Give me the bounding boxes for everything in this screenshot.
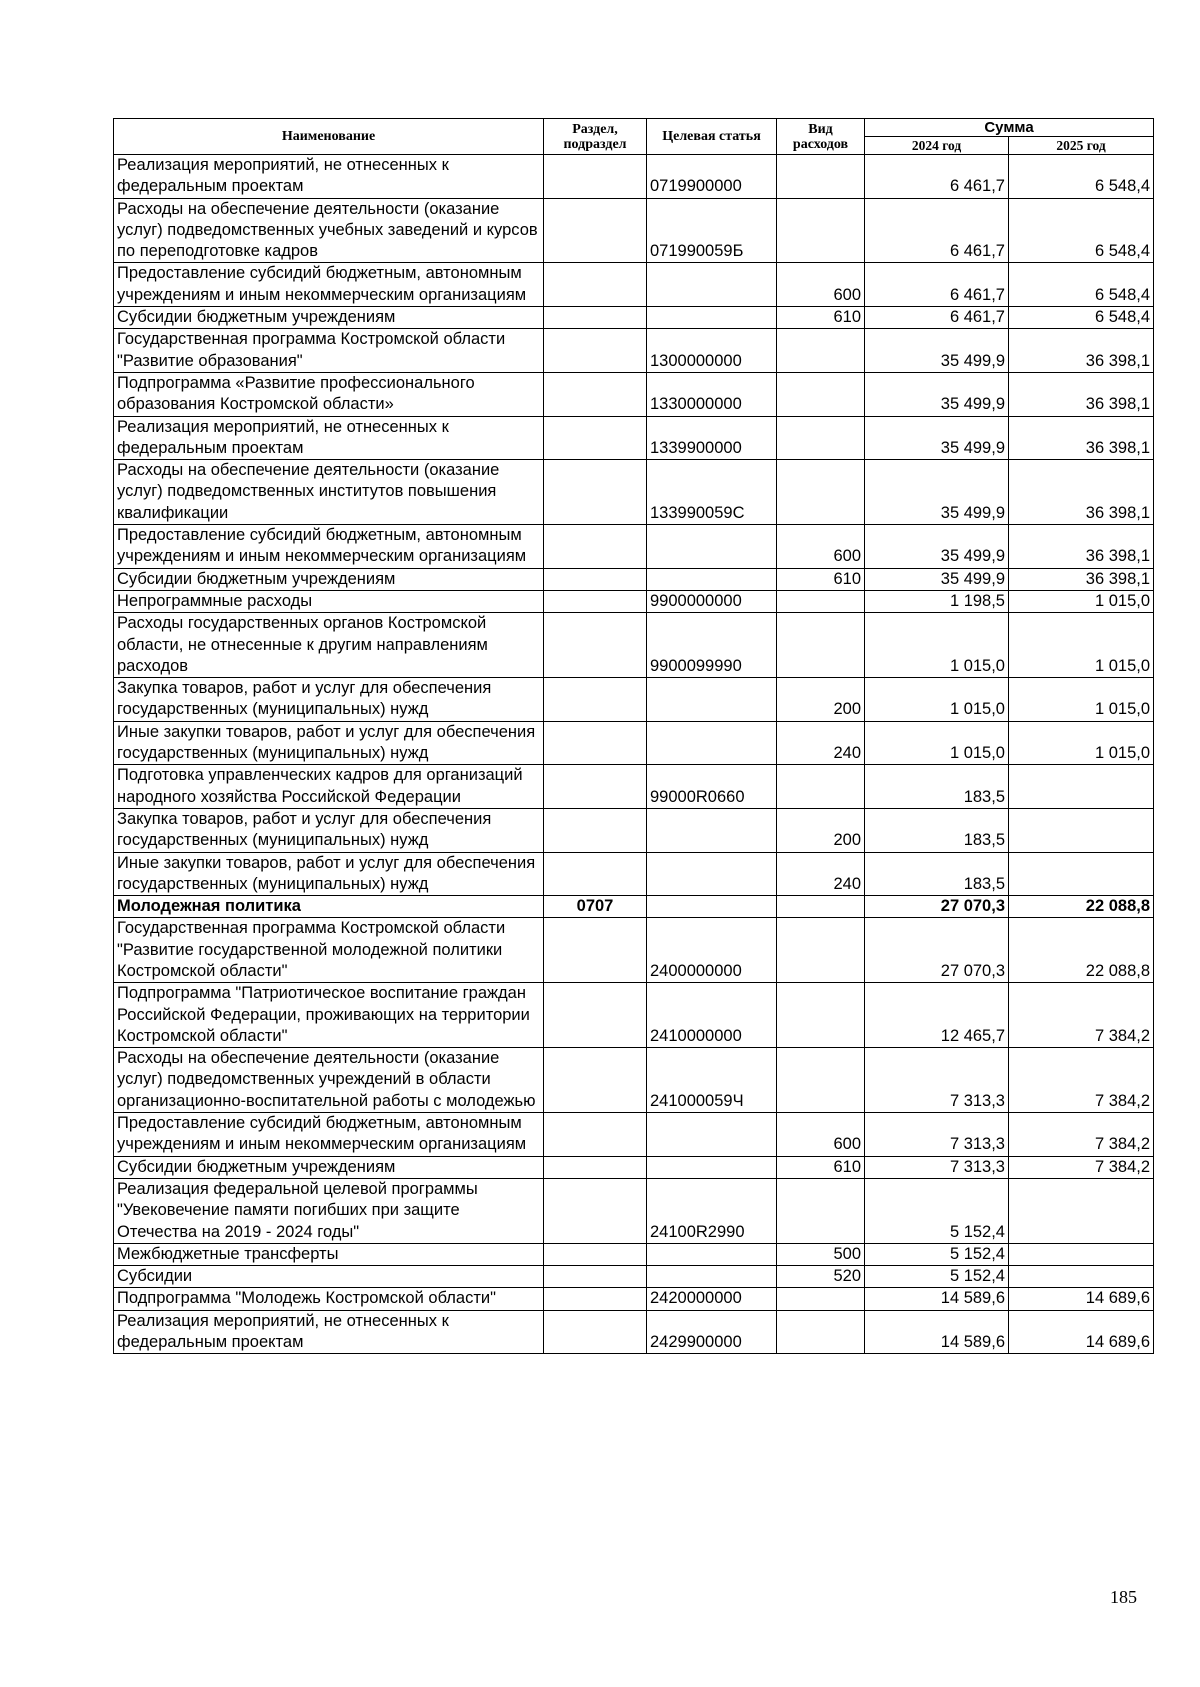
row-kind: 520 (777, 1266, 865, 1288)
row-name: Субсидии бюджетным учреждениям (114, 307, 544, 329)
table-row (114, 1113, 1154, 1157)
row-sum-2024: 6 461,7 (865, 307, 1009, 329)
row-name: Межбюджетные трансферты (114, 1243, 544, 1265)
row-target: 24100R2990 (647, 1178, 777, 1243)
row-target (647, 721, 777, 765)
row-section (544, 590, 647, 612)
table-row (114, 155, 1154, 199)
row-target (647, 1113, 777, 1157)
row-name: Предоставление субсидий бюджетным, автономным учреждениям и иным некоммерческим организациям (114, 263, 544, 307)
table-row (114, 329, 1154, 373)
row-sum-2025 (1009, 1178, 1154, 1243)
row-target (647, 1266, 777, 1288)
row-sum-2024: 7 313,3 (865, 1048, 1009, 1113)
row-sum-2024: 183,5 (865, 765, 1009, 809)
row-sum-2025: 7 384,2 (1009, 1156, 1154, 1178)
table-row (114, 263, 1154, 307)
row-section (544, 678, 647, 722)
table-row (114, 198, 1154, 263)
row-section (544, 372, 647, 416)
row-target (647, 307, 777, 329)
row-name: Реализация мероприятий, не отнесенных к федеральным проектам (114, 416, 544, 460)
row-kind: 610 (777, 1156, 865, 1178)
row-target: 9900099990 (647, 613, 777, 678)
row-section (544, 1310, 647, 1354)
row-kind (777, 198, 865, 263)
row-target (647, 263, 777, 307)
row-sum-2024: 7 313,3 (865, 1113, 1009, 1157)
row-target: 133990059С (647, 460, 777, 525)
row-kind (777, 765, 865, 809)
row-section (544, 983, 647, 1048)
row-name: Предоставление субсидий бюджетным, автономным учреждениям и иным некоммерческим организациям (114, 1113, 544, 1157)
row-kind (777, 1288, 865, 1310)
row-sum-2025: 1 015,0 (1009, 590, 1154, 612)
row-sum-2025: 36 398,1 (1009, 568, 1154, 590)
header-sum: Сумма (865, 119, 1154, 137)
row-kind (777, 329, 865, 373)
row-name: Государственная программа Костромской области "Развитие образования" (114, 329, 544, 373)
row-sum-2025: 6 548,4 (1009, 263, 1154, 307)
row-sum-2025: 7 384,2 (1009, 983, 1154, 1048)
row-section (544, 918, 647, 983)
row-name: Реализация мероприятий, не отнесенных к федеральным проектам (114, 155, 544, 199)
row-sum-2024: 27 070,3 (865, 918, 1009, 983)
row-sum-2025 (1009, 808, 1154, 852)
row-name: Расходы на обеспечение деятельности (оказание услуг) подведомственных институтов повышения квалификации (114, 460, 544, 525)
budget-table (113, 118, 1154, 1354)
row-sum-2024: 35 499,9 (865, 460, 1009, 525)
row-kind (777, 613, 865, 678)
row-sum-2025: 7 384,2 (1009, 1113, 1154, 1157)
row-sum-2025: 36 398,1 (1009, 372, 1154, 416)
table-row (114, 1178, 1154, 1243)
row-target (647, 525, 777, 569)
row-target (647, 808, 777, 852)
row-target: 1330000000 (647, 372, 777, 416)
row-section (544, 808, 647, 852)
row-section (544, 329, 647, 373)
row-target: 071990059Б (647, 198, 777, 263)
row-sum-2024: 14 589,6 (865, 1288, 1009, 1310)
row-section (544, 416, 647, 460)
row-name: Подпрограмма «Развитие профессионального образования Костромской области» (114, 372, 544, 416)
row-kind (777, 372, 865, 416)
row-sum-2025: 36 398,1 (1009, 329, 1154, 373)
row-section (544, 1243, 647, 1265)
table-row (114, 460, 1154, 525)
table-row (114, 1048, 1154, 1113)
row-section (544, 765, 647, 809)
header-section: Раздел, подраздел (544, 119, 647, 155)
row-sum-2024: 5 152,4 (865, 1243, 1009, 1265)
row-name: Расходы на обеспечение деятельности (оказание услуг) подведомственных учреждений в области организационно-воспитательной работы с молодежью (114, 1048, 544, 1113)
row-kind: 240 (777, 852, 865, 896)
row-target (647, 678, 777, 722)
row-kind: 200 (777, 808, 865, 852)
row-name: Субсидии (114, 1266, 544, 1288)
table-header (114, 119, 1154, 155)
row-kind: 610 (777, 307, 865, 329)
row-sum-2025 (1009, 1243, 1154, 1265)
row-target (647, 1156, 777, 1178)
row-sum-2025 (1009, 852, 1154, 896)
table-row (114, 678, 1154, 722)
row-sum-2024: 1 015,0 (865, 678, 1009, 722)
row-kind (777, 896, 865, 918)
row-sum-2024: 27 070,3 (865, 896, 1009, 918)
table-row (114, 765, 1154, 809)
row-name: Иные закупки товаров, работ и услуг для обеспечения государственных (муниципальных) нужд (114, 852, 544, 896)
row-section (544, 1288, 647, 1310)
row-name: Закупка товаров, работ и услуг для обеспечения государственных (муниципальных) нужд (114, 678, 544, 722)
row-sum-2025: 1 015,0 (1009, 721, 1154, 765)
header-year-2025: 2025 год (1009, 137, 1154, 155)
row-sum-2025: 1 015,0 (1009, 613, 1154, 678)
row-target (647, 568, 777, 590)
table-row (114, 416, 1154, 460)
row-sum-2024: 14 589,6 (865, 1310, 1009, 1354)
row-kind (777, 1178, 865, 1243)
row-name: Субсидии бюджетным учреждениям (114, 568, 544, 590)
row-sum-2024: 7 313,3 (865, 1156, 1009, 1178)
row-sum-2024: 35 499,9 (865, 416, 1009, 460)
row-sum-2024: 1 198,5 (865, 590, 1009, 612)
table-row (114, 1156, 1154, 1178)
row-sum-2025: 22 088,8 (1009, 918, 1154, 983)
header-target: Целевая статья (647, 119, 777, 155)
table-row (114, 1243, 1154, 1265)
row-kind: 600 (777, 1113, 865, 1157)
row-sum-2025: 36 398,1 (1009, 416, 1154, 460)
header-year-2024: 2024 год (865, 137, 1009, 155)
row-kind (777, 918, 865, 983)
row-sum-2024: 6 461,7 (865, 263, 1009, 307)
table-row (114, 808, 1154, 852)
row-target: 0719900000 (647, 155, 777, 199)
row-section (544, 263, 647, 307)
row-name: Предоставление субсидий бюджетным, автономным учреждениям и иным некоммерческим организациям (114, 525, 544, 569)
row-kind (777, 983, 865, 1048)
row-sum-2025 (1009, 1266, 1154, 1288)
row-section (544, 568, 647, 590)
table-row (114, 590, 1154, 612)
row-target: 2410000000 (647, 983, 777, 1048)
row-name: Иные закупки товаров, работ и услуг для обеспечения государственных (муниципальных) нужд (114, 721, 544, 765)
row-section (544, 155, 647, 199)
row-sum-2024: 35 499,9 (865, 525, 1009, 569)
row-target: 1300000000 (647, 329, 777, 373)
row-sum-2025: 22 088,8 (1009, 896, 1154, 918)
row-kind (777, 590, 865, 612)
row-kind (777, 416, 865, 460)
row-sum-2025: 36 398,1 (1009, 460, 1154, 525)
row-sum-2025: 36 398,1 (1009, 525, 1154, 569)
table-row (114, 896, 1154, 918)
table-row (114, 372, 1154, 416)
row-sum-2024: 183,5 (865, 852, 1009, 896)
row-target (647, 896, 777, 918)
row-sum-2025 (1009, 765, 1154, 809)
table-row (114, 525, 1154, 569)
row-name: Субсидии бюджетным учреждениям (114, 1156, 544, 1178)
row-section (544, 1156, 647, 1178)
row-target: 1339900000 (647, 416, 777, 460)
row-kind: 240 (777, 721, 865, 765)
row-kind: 500 (777, 1243, 865, 1265)
row-target (647, 1243, 777, 1265)
row-name: Подпрограмма "Патриотическое воспитание граждан Российской Федерации, проживающих на территории Костромской области" (114, 983, 544, 1048)
row-kind (777, 1048, 865, 1113)
row-target: 2420000000 (647, 1288, 777, 1310)
table-row (114, 983, 1154, 1048)
row-section (544, 460, 647, 525)
row-name: Подготовка управленческих кадров для организаций народного хозяйства Российской Федерации (114, 765, 544, 809)
row-kind (777, 460, 865, 525)
row-name: Расходы государственных органов Костромской области, не отнесенные к другим направлениям расходов (114, 613, 544, 678)
row-target: 99000R0660 (647, 765, 777, 809)
row-target: 2429900000 (647, 1310, 777, 1354)
table-row (114, 568, 1154, 590)
header-name: Наименование (114, 119, 544, 155)
row-kind (777, 1310, 865, 1354)
row-section (544, 1266, 647, 1288)
row-sum-2025: 14 689,6 (1009, 1310, 1154, 1354)
table-row (114, 852, 1154, 896)
table-row (114, 613, 1154, 678)
row-section (544, 1113, 647, 1157)
row-kind (777, 155, 865, 199)
row-target: 241000059Ч (647, 1048, 777, 1113)
row-section (544, 198, 647, 263)
row-section (544, 852, 647, 896)
table-body (114, 155, 1154, 1354)
row-sum-2024: 183,5 (865, 808, 1009, 852)
row-sum-2024: 6 461,7 (865, 155, 1009, 199)
row-name: Государственная программа Костромской области "Развитие государственной молодежной политики Костромской области" (114, 918, 544, 983)
row-name: Реализация федеральной целевой программы "Увековечение памяти погибших при защите Отечества на 2019 - 2024 годы" (114, 1178, 544, 1243)
row-sum-2024: 35 499,9 (865, 372, 1009, 416)
row-sum-2025: 1 015,0 (1009, 678, 1154, 722)
row-section (544, 1178, 647, 1243)
row-sum-2024: 1 015,0 (865, 613, 1009, 678)
row-sum-2024: 35 499,9 (865, 568, 1009, 590)
table-row (114, 918, 1154, 983)
row-name: Расходы на обеспечение деятельности (оказание услуг) подведомственных учебных заведений и курсов по переподготовке кадров (114, 198, 544, 263)
table-row (114, 1310, 1154, 1354)
row-section (544, 1048, 647, 1113)
row-section: 0707 (544, 896, 647, 918)
row-sum-2025: 14 689,6 (1009, 1288, 1154, 1310)
row-sum-2024: 35 499,9 (865, 329, 1009, 373)
table-row (114, 721, 1154, 765)
row-sum-2024: 1 015,0 (865, 721, 1009, 765)
row-sum-2024: 6 461,7 (865, 198, 1009, 263)
row-section (544, 307, 647, 329)
row-name: Реализация мероприятий, не отнесенных к федеральным проектам (114, 1310, 544, 1354)
row-target: 9900000000 (647, 590, 777, 612)
row-section (544, 721, 647, 765)
row-kind: 600 (777, 263, 865, 307)
table-row (114, 1266, 1154, 1288)
row-kind: 610 (777, 568, 865, 590)
row-sum-2024: 5 152,4 (865, 1178, 1009, 1243)
row-sum-2024: 5 152,4 (865, 1266, 1009, 1288)
row-section (544, 613, 647, 678)
header-kind: Вид расходов (777, 119, 865, 155)
row-name: Молодежная политика (114, 896, 544, 918)
row-sum-2024: 12 465,7 (865, 983, 1009, 1048)
table-row (114, 1288, 1154, 1310)
row-kind: 200 (777, 678, 865, 722)
row-sum-2025: 6 548,4 (1009, 307, 1154, 329)
row-name: Закупка товаров, работ и услуг для обеспечения государственных (муниципальных) нужд (114, 808, 544, 852)
row-target (647, 852, 777, 896)
page-number: 185 (1110, 1587, 1137, 1607)
row-sum-2025: 6 548,4 (1009, 198, 1154, 263)
row-name: Непрограммные расходы (114, 590, 544, 612)
row-sum-2025: 6 548,4 (1009, 155, 1154, 199)
row-target: 2400000000 (647, 918, 777, 983)
table-row (114, 307, 1154, 329)
row-name: Подпрограмма "Молодежь Костромской области" (114, 1288, 544, 1310)
row-section (544, 525, 647, 569)
row-kind: 600 (777, 525, 865, 569)
row-sum-2025: 7 384,2 (1009, 1048, 1154, 1113)
